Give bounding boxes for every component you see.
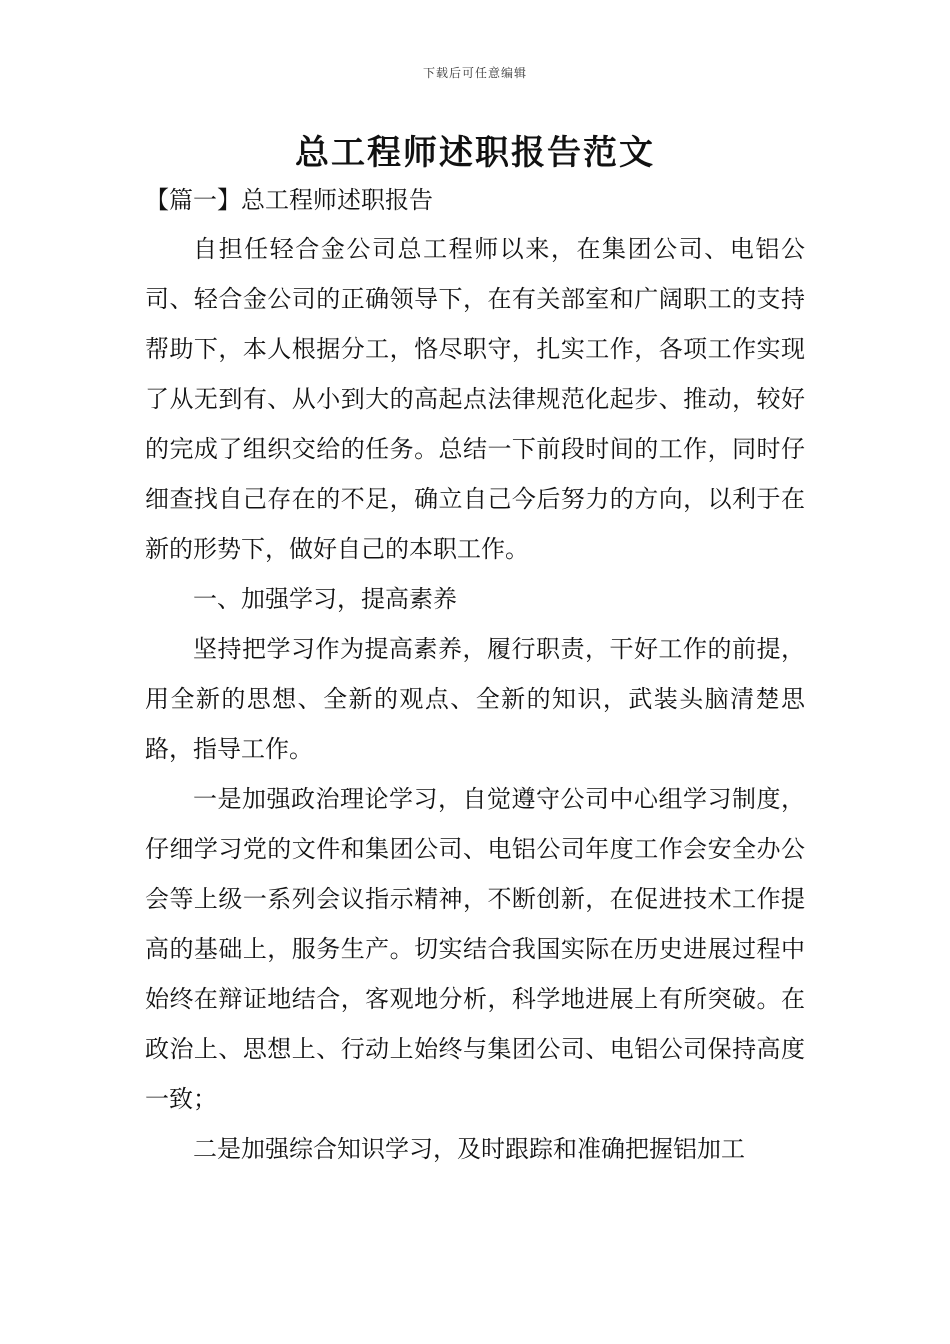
section-heading: 【篇一】总工程师述职报告 bbox=[145, 186, 433, 214]
subheading-paragraph: 一、加强学习，提高素养 bbox=[193, 585, 457, 613]
body-paragraph: 自担任轻合金公司总工程师以来，在集团公司、电铝公司、轻合金公司的正确领导下，在有关部室和广阔职工的支持帮助下，本人根据分工，恪尽职守，扎实工作，各项工作实现了从无到有、从小到大的高起点法律规范化起步、推动，较好的完成了组织交给的任务。总结一下前段时间的工作，同时仔细查找自己存在的不足，确立自己今后努力的方向，以利于在新的形势下，做好自己的本职工作。 bbox=[145, 235, 805, 563]
document-title: 总工程师述职报告范文 bbox=[295, 133, 655, 173]
body-paragraph: 二是加强综合知识学习，及时跟踪和准确把握铝加工 bbox=[193, 1135, 745, 1163]
body-paragraph: 坚持把学习作为提高素养，履行职责，干好工作的前提，用全新的思想、全新的观点、全新的知识，武装头脑清楚思路，指导工作。 bbox=[145, 635, 805, 763]
body-paragraph: 一是加强政治理论学习，自觉遵守公司中心组学习制度，仔细学习党的文件和集团公司、电铝公司年度工作会安全办公会等上级一系列会议指示精神，不断创新，在促进技术工作提高的基础上，服务生产。切实结合我国实际在历史进展过程中始终在辩证地结合，客观地分析，科学地进展上有所突破。在政治上、思想上、行动上始终与集团公司、电铝公司保持高度一致； bbox=[145, 785, 805, 1113]
document-body bbox=[145, 224, 805, 1174]
header-note: 下载后可任意编辑 bbox=[422, 66, 527, 80]
